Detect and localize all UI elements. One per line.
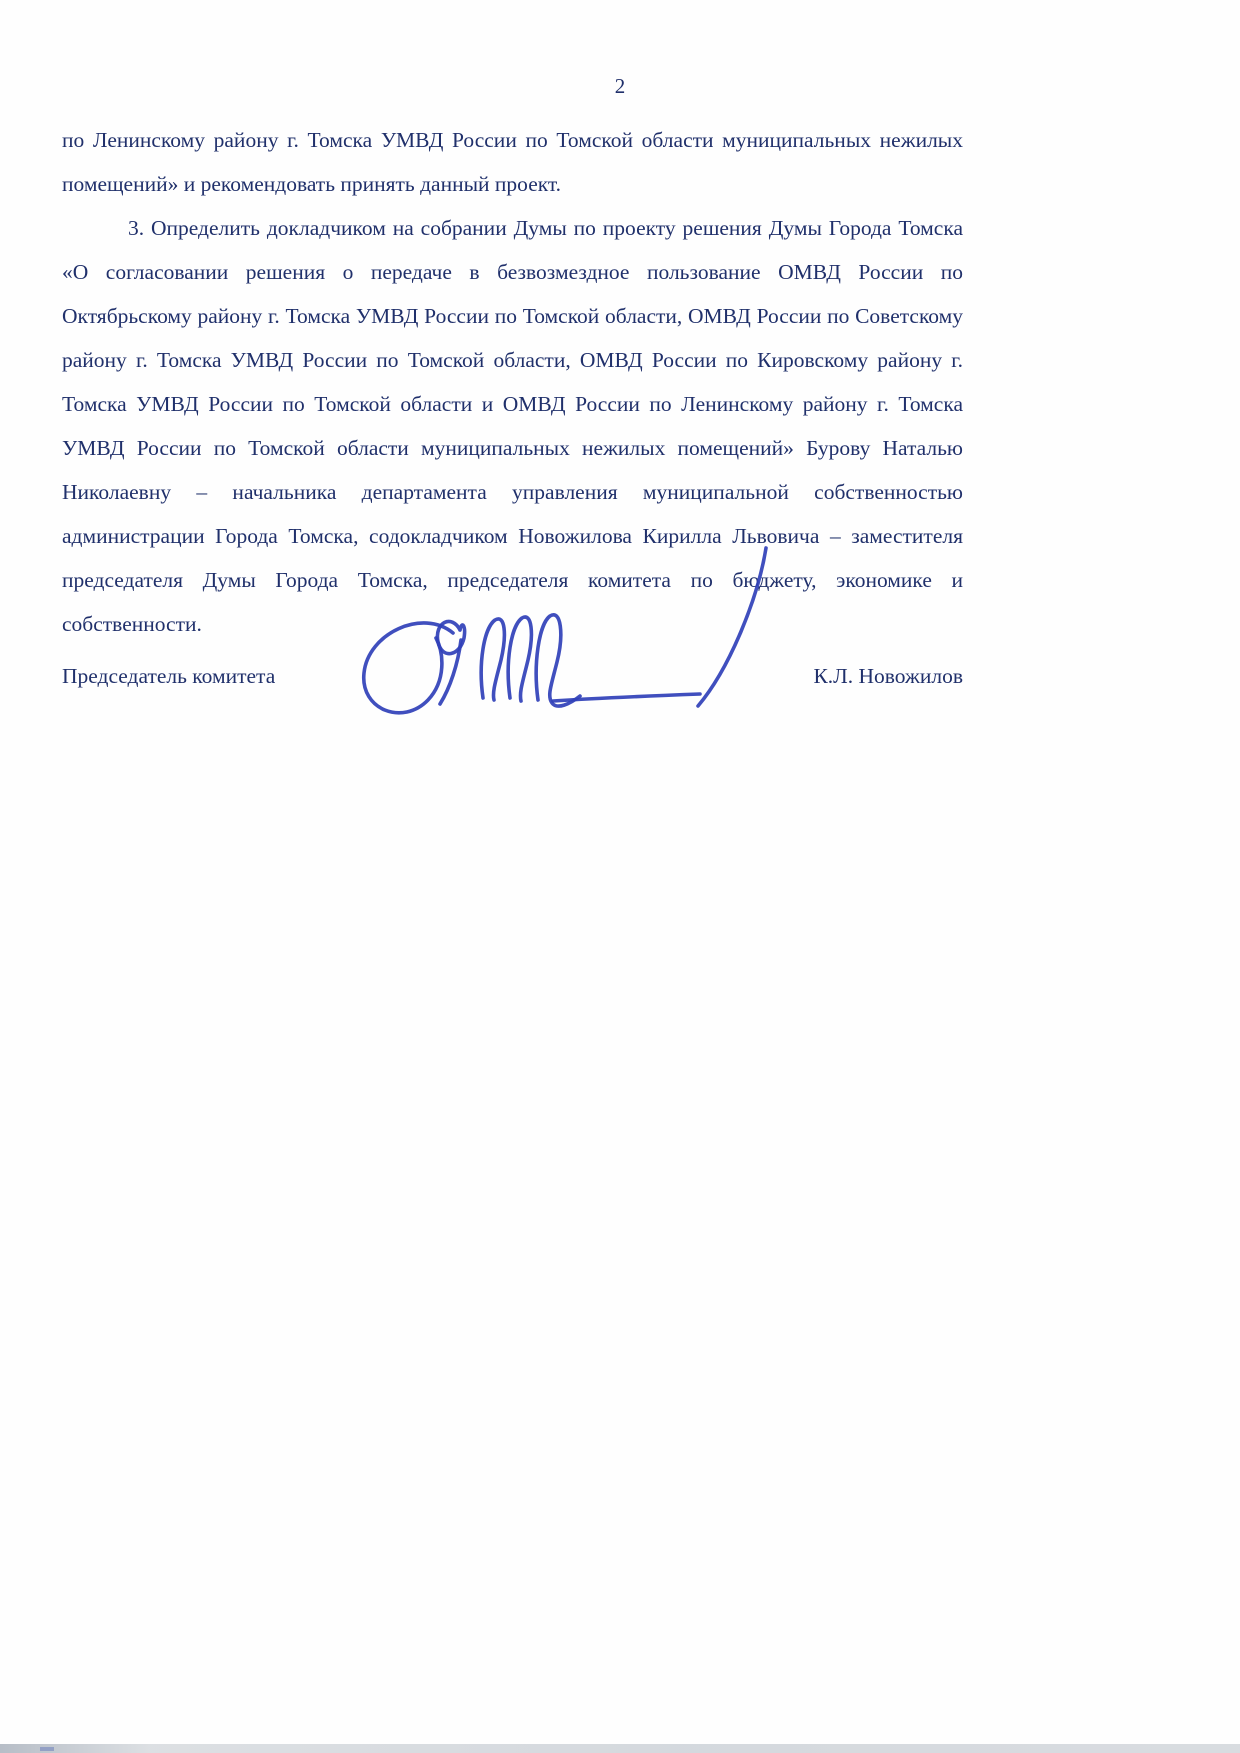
signature-name: К.Л. Новожилов <box>813 664 963 688</box>
signature-title: Председатель комитета <box>62 664 276 688</box>
paragraph-continuation: по Ленинскому району г. Томска УМВД России по Томской области муниципальных нежилых помещений» и рекомендовать принять данный проект. <box>62 128 963 196</box>
page-number: 2 <box>614 74 626 98</box>
paragraph-item-3: 3. Определить докладчиком на собрании Думы по проекту решения Думы Города Томска «О согласовании решения о передаче в безвозмездное пользование ОМВД России по Октябрьскому району г. Томска УМВД России по Томской области, ОМВД России по Советскому району г. Томска УМВД России по Томской области, ОМВД России по Кировскому району г. Томска УМВД России по Томской области и ОМВД России по Ленинскому району г. Томска УМВД России по Томской области муниципальных нежилых помещений» Бурову Наталью Николаевну – начальника департамента управления муниципальной собственностью администрации Города Томска, содокладчиком Новожилова Кирилла Львовича – заместителя председателя Думы Города Томска, председателя комитета по бюджету, экономике и собственности. <box>62 216 963 636</box>
scanner-edge-mark <box>40 1747 54 1751</box>
signature-block <box>62 664 963 689</box>
document-body <box>62 118 963 646</box>
scanner-edge-artifact <box>0 1744 1240 1753</box>
